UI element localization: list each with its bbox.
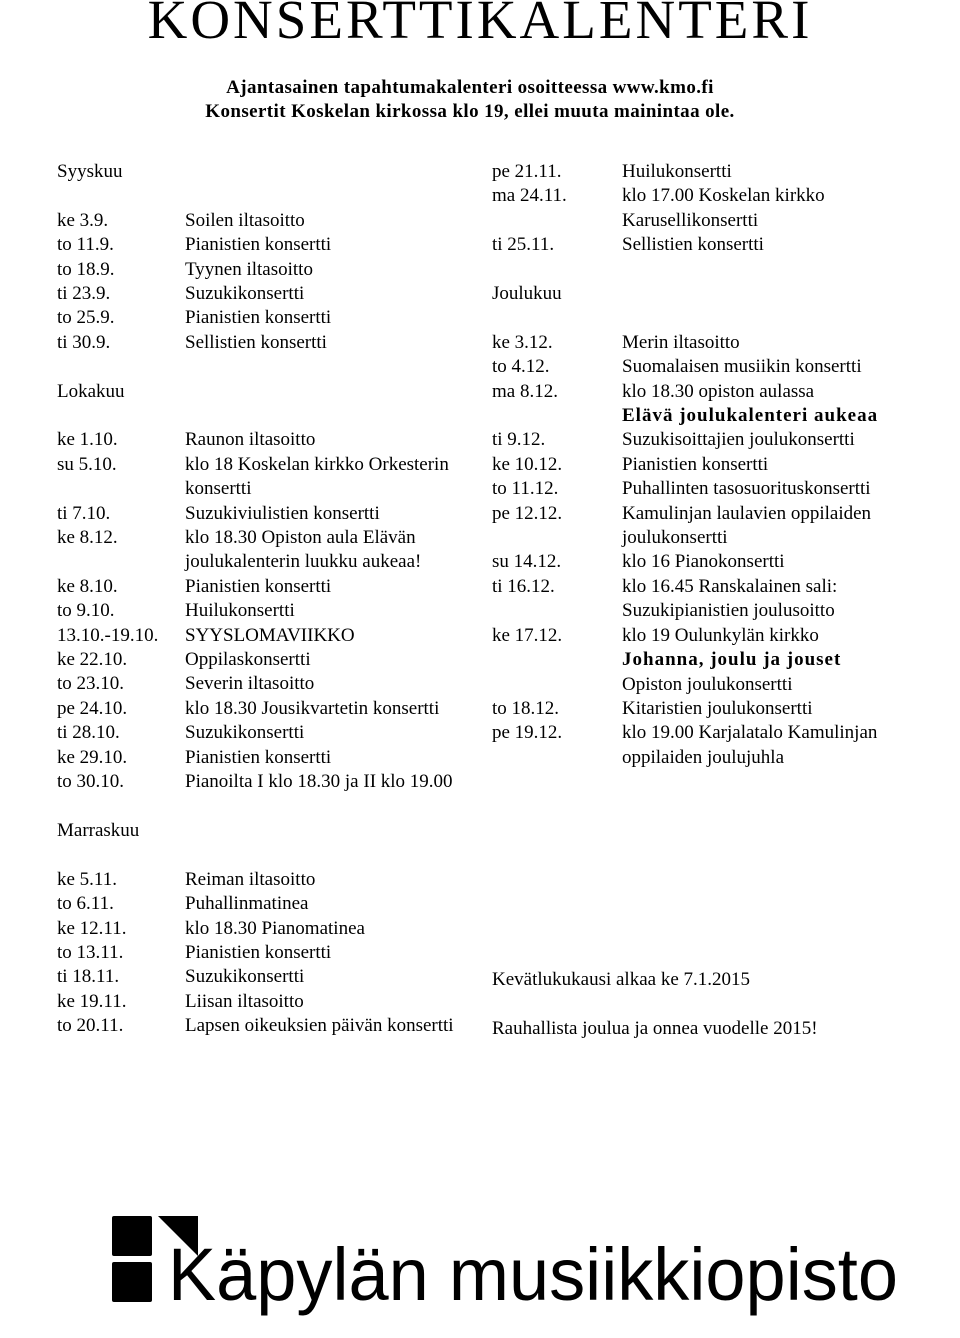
event-date: pe 12.12. xyxy=(492,502,563,524)
event-details xyxy=(622,697,922,721)
event-row xyxy=(57,282,457,306)
event-date: pe 21.11. xyxy=(492,161,562,182)
event-row xyxy=(492,502,922,551)
event-details xyxy=(622,453,922,477)
left-column xyxy=(57,160,457,1039)
event-text: Tyynen iltasoitto xyxy=(185,258,313,280)
event-details xyxy=(185,965,457,989)
event-details xyxy=(622,233,922,257)
event-text: Pianistien konsertti xyxy=(185,746,332,768)
event-row xyxy=(57,624,457,648)
event-row xyxy=(57,648,457,672)
event-details xyxy=(185,990,457,1014)
event-text: Suzukikonsertti xyxy=(185,966,305,988)
event-date: ti 30.9. xyxy=(57,331,111,353)
event-details xyxy=(185,306,457,330)
event-highlight: Johanna, joulu ja jouset xyxy=(622,649,842,671)
event-row xyxy=(492,160,922,184)
event-details xyxy=(622,624,922,697)
event-text: Merin iltasoitto xyxy=(622,331,740,353)
event-date: ke 12.11. xyxy=(57,917,127,939)
event-details xyxy=(622,502,922,551)
event-details xyxy=(185,526,457,575)
event-details xyxy=(185,1014,457,1038)
event-date: ke 3.9. xyxy=(57,209,109,231)
event-row xyxy=(57,697,457,721)
event-row xyxy=(57,990,457,1014)
event-text: Suzukikonsertti xyxy=(185,283,305,305)
event-row xyxy=(57,575,457,599)
event-date: ti 7.10. xyxy=(57,502,111,524)
event-text: Huilukonsertti xyxy=(185,600,295,622)
event-row xyxy=(57,770,457,794)
subtitle-venue: Konsertit Koskelan kirkossa klo 19, ellei muuta mainintaa ole. xyxy=(205,101,735,122)
event-text: Puhallinten tasosuorituskonsertti xyxy=(622,478,871,500)
event-date: ke 8.12. xyxy=(57,527,118,549)
event-details xyxy=(185,648,457,672)
event-details xyxy=(185,599,457,623)
event-date: to 18.9. xyxy=(57,258,115,280)
event-text: klo 18.30 opiston aulassa xyxy=(622,380,815,402)
event-text: Suzukisoittajien joulukonsertti xyxy=(622,429,855,451)
event-text: klo 18.30 Opiston aula Elävän joulukalenterin luukku aukeaa! xyxy=(185,527,422,573)
event-date: pe 19.12. xyxy=(492,722,563,744)
month-heading-syyskuu: Syyskuu xyxy=(57,161,123,182)
event-highlight: Elävä joulukalenteri aukeaa xyxy=(622,405,879,427)
event-text: SYYSLOMAVIIKKO xyxy=(185,624,355,646)
event-text: Suomalaisen musiikin konsertti xyxy=(622,356,862,378)
event-date: ti 25.11. xyxy=(492,234,555,256)
event-date: ke 1.10. xyxy=(57,429,118,451)
month-heading-marraskuu: Marraskuu xyxy=(57,819,140,841)
event-text: Severin iltasoitto xyxy=(185,673,315,695)
event-date: ke 10.12. xyxy=(492,453,563,475)
event-row xyxy=(492,624,922,697)
event-details xyxy=(185,428,457,452)
event-row xyxy=(492,550,922,574)
event-row xyxy=(492,184,922,233)
event-row xyxy=(57,258,457,282)
event-row xyxy=(492,428,922,452)
event-text: Pianistien konsertti xyxy=(185,575,332,597)
event-details xyxy=(185,502,457,526)
event-text: Huilukonsertti xyxy=(622,161,732,182)
event-row xyxy=(57,965,457,989)
event-row xyxy=(57,502,457,526)
event-details xyxy=(622,184,922,233)
event-details xyxy=(185,721,457,745)
event-text: Pianistien konsertti xyxy=(185,941,332,963)
event-row xyxy=(492,477,922,501)
event-date: to 13.11. xyxy=(57,941,124,963)
event-date: ke 29.10. xyxy=(57,746,128,768)
event-details xyxy=(185,941,457,965)
subtitle-website: Ajantasainen tapahtumakalenteri osoitteessa www.kmo.fi xyxy=(226,77,714,98)
event-row xyxy=(57,941,457,965)
event-row xyxy=(57,746,457,770)
event-text: klo 16 Pianokonsertti xyxy=(622,551,785,573)
event-text: Pianistien konsertti xyxy=(622,453,769,475)
event-date: su 5.10. xyxy=(57,453,117,475)
event-details xyxy=(185,453,457,502)
event-text: klo 18.30 Pianomatinea xyxy=(185,917,365,939)
event-date: ke 3.12. xyxy=(492,331,553,353)
event-text: Sellistien konsertti xyxy=(622,234,764,256)
logo-square-2 xyxy=(112,1262,152,1302)
event-date: ke 8.10. xyxy=(57,575,118,597)
event-details xyxy=(185,258,457,282)
event-date: pe 24.10. xyxy=(57,697,128,719)
event-text: Reiman iltasoitto xyxy=(185,868,316,890)
event-date: ti 23.9. xyxy=(57,283,111,305)
event-date: ke 5.11. xyxy=(57,868,117,890)
event-list-joulukuu xyxy=(492,331,922,770)
event-date: to 9.10. xyxy=(57,600,115,622)
event-list-marraskuu xyxy=(57,868,457,1039)
event-list-lokakuu xyxy=(57,428,457,794)
event-date: ke 19.11. xyxy=(57,990,127,1012)
event-row xyxy=(492,331,922,355)
month-heading-joulukuu: Joulukuu xyxy=(492,283,562,305)
logo-text: Käpylän musiikkiopisto xyxy=(168,1233,898,1316)
event-details xyxy=(185,331,457,355)
event-text: Lapsen oikeuksien päivän konsertti xyxy=(185,1015,454,1037)
event-text: Puhallinmatinea xyxy=(185,893,309,915)
event-details xyxy=(622,721,922,770)
event-details xyxy=(185,672,457,696)
event-date: to 11.9. xyxy=(57,234,114,256)
event-text: Kitaristien joulukonsertti xyxy=(622,697,813,719)
event-date: to 4.12. xyxy=(492,356,550,378)
event-details xyxy=(185,868,457,892)
month-heading-lokakuu: Lokakuu xyxy=(57,380,125,402)
event-details xyxy=(185,282,457,306)
event-row xyxy=(57,331,457,355)
event-details xyxy=(185,892,457,916)
kapylan-musiikkiopisto-logo xyxy=(108,1212,908,1322)
event-details xyxy=(622,550,922,574)
event-row xyxy=(57,428,457,452)
event-list-marraskuu-continued xyxy=(492,160,922,258)
logo-square-1 xyxy=(112,1216,152,1256)
event-details xyxy=(622,355,922,379)
event-subtext: Opiston joulukonsertti xyxy=(622,673,793,695)
event-text: klo 16.45 Ranskalainen sali: Suzukipianistien joulusoitto xyxy=(622,575,838,622)
greeting-note: Rauhallista joulua ja onnea vuodelle 2015! xyxy=(492,1018,818,1039)
event-row xyxy=(57,672,457,696)
event-text: Pianistien konsertti xyxy=(185,234,332,256)
event-details xyxy=(622,428,922,452)
event-row xyxy=(492,575,922,624)
event-details xyxy=(622,160,922,184)
event-date: ma 24.11. xyxy=(492,185,567,207)
event-row xyxy=(57,1014,457,1038)
event-row xyxy=(57,892,457,916)
event-date: ti 18.11. xyxy=(57,966,120,988)
event-date: ti 9.12. xyxy=(492,429,546,451)
event-text: klo 19 Oulunkylän kirkko xyxy=(622,624,819,646)
event-details xyxy=(185,209,457,233)
event-row xyxy=(57,233,457,257)
event-row xyxy=(57,209,457,233)
event-row xyxy=(492,721,922,770)
event-details xyxy=(185,917,457,941)
event-row xyxy=(57,868,457,892)
event-text: Sellistien konsertti xyxy=(185,331,327,353)
event-row xyxy=(492,380,922,429)
event-details xyxy=(622,575,922,624)
event-details xyxy=(185,233,457,257)
event-text: Liisan iltasoitto xyxy=(185,990,304,1012)
event-details xyxy=(185,575,457,599)
event-row xyxy=(57,917,457,941)
event-details xyxy=(185,770,457,794)
event-date: to 23.10. xyxy=(57,673,125,695)
event-row xyxy=(492,453,922,477)
event-date: ti 16.12. xyxy=(492,575,555,597)
event-row xyxy=(492,233,922,257)
event-row xyxy=(492,697,922,721)
event-details xyxy=(622,380,922,429)
right-column xyxy=(492,160,922,770)
event-date: ke 22.10. xyxy=(57,649,128,671)
event-date: to 30.10. xyxy=(57,771,125,793)
event-date: su 14.12. xyxy=(492,551,562,573)
event-details xyxy=(185,697,457,721)
event-details xyxy=(185,624,457,648)
event-list-syyskuu xyxy=(57,209,457,355)
event-row xyxy=(57,599,457,623)
event-row xyxy=(492,355,922,379)
event-row xyxy=(57,721,457,745)
event-text: klo 18 Koskelan kirkko Orkesterin konsertti xyxy=(185,453,449,500)
event-date: ti 28.10. xyxy=(57,722,120,744)
event-row xyxy=(57,453,457,502)
event-text: klo 17.00 Koskelan kirkko Karusellikonsertti xyxy=(622,185,825,231)
spring-term-note: Kevätlukukausi alkaa ke 7.1.2015 xyxy=(492,969,751,990)
event-date: ma 8.12. xyxy=(492,380,558,402)
event-date: ke 17.12. xyxy=(492,624,563,646)
event-text: Oppilaskonsertti xyxy=(185,649,311,671)
event-row xyxy=(57,526,457,575)
event-text: Soilen iltasoitto xyxy=(185,209,305,231)
page-title: KONSERTTIKALENTERI xyxy=(147,0,813,50)
event-date: to 20.11. xyxy=(57,1015,124,1037)
event-row xyxy=(57,306,457,330)
event-text: Suzukiviulistien konsertti xyxy=(185,502,380,524)
event-date: to 25.9. xyxy=(57,307,115,329)
event-date: to 6.11. xyxy=(57,893,114,915)
event-text: klo 18.30 Jousikvartetin konsertti xyxy=(185,697,440,719)
event-details xyxy=(622,331,922,355)
event-text: Pianistien konsertti xyxy=(185,307,332,329)
event-details xyxy=(622,477,922,501)
event-text: Raunon iltasoitto xyxy=(185,429,316,451)
event-text: klo 19.00 Karjalatalo Kamulinjan oppilaiden joulujuhla xyxy=(622,722,878,768)
event-date: to 18.12. xyxy=(492,697,560,719)
event-date: to 11.12. xyxy=(492,478,559,500)
event-date: 13.10.-19.10. xyxy=(57,624,159,646)
event-text: Suzukikonsertti xyxy=(185,722,305,744)
event-text: Kamulinjan laulavien oppilaiden joulukonsertti xyxy=(622,502,872,549)
event-text: Pianoilta I klo 18.30 ja II klo 19.00 xyxy=(185,771,453,793)
event-details xyxy=(185,746,457,770)
